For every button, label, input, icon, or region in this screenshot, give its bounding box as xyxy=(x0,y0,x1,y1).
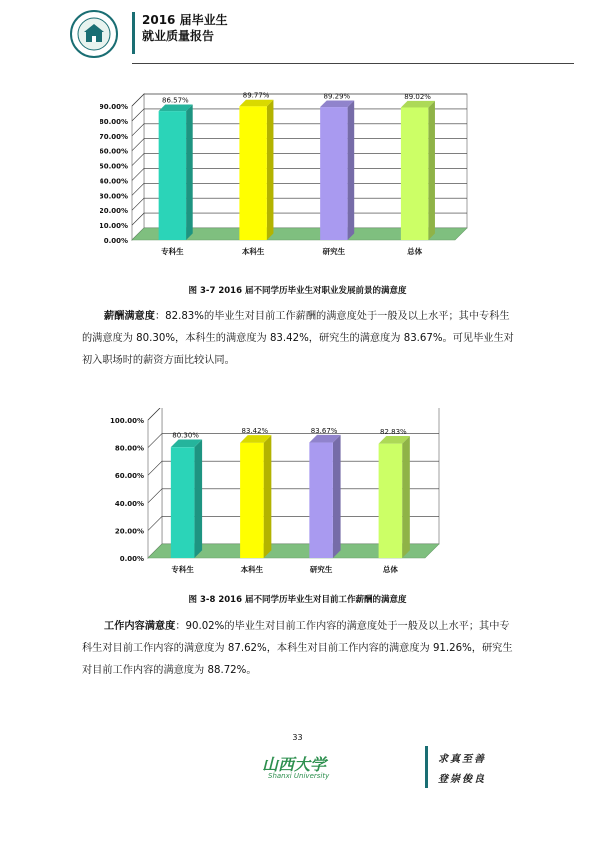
chart-caption-3-7: 图 3-7 2016 届不同学历毕业生对职业发展前景的满意度 xyxy=(188,286,407,296)
x-tick-label: 研究生 xyxy=(322,247,346,256)
y-tick-label: 100.00% xyxy=(109,417,144,425)
y-tick-label: 60.00% xyxy=(100,147,128,156)
y-tick-label: 80.00% xyxy=(114,444,144,453)
bar-side xyxy=(333,435,341,558)
bar-side xyxy=(402,436,410,558)
chart-career-prospects-svg xyxy=(100,88,480,268)
data-label: 83.42% xyxy=(241,427,269,436)
y-tick-label: 0.00% xyxy=(103,237,128,245)
paragraph-content-heading: 工作内容满意度 xyxy=(104,621,176,632)
bar-side xyxy=(428,101,435,240)
x-tick-label: 本科生 xyxy=(240,565,264,574)
y-tick-label: 60.00% xyxy=(114,472,144,481)
bar-side xyxy=(194,439,202,558)
data-label: 83.67% xyxy=(310,426,338,435)
chart-caption-3-8: 图 3-8 2016 届不同学历毕业生对目前工作薪酬的满意度 xyxy=(188,595,407,605)
y-tick-label: 90.00% xyxy=(100,103,128,111)
x-tick-label: 研究生 xyxy=(309,565,333,574)
data-label: 89.02% xyxy=(404,92,431,101)
y-tick-label: 40.00% xyxy=(114,499,144,508)
bar xyxy=(159,111,186,240)
header-accent-bar xyxy=(132,12,135,54)
y-tick-label: 30.00% xyxy=(100,192,128,201)
y-tick-label: 20.00% xyxy=(100,207,128,216)
header-title-line2: 就业质量报告 xyxy=(142,29,215,43)
paragraph-salary-text: ：82.83%的毕业生对目前工作薪酬的满意度处于一般及以上水平；其中专科生的满意度为 80.30%，本科生的满意度为 83.42%，研究生的满意度为 83.67%。可见毕业生对初入职场时的薪资方面比较认同。 xyxy=(82,311,514,366)
x-tick-label: 专科生 xyxy=(171,565,194,574)
y-tick-label: 70.00% xyxy=(100,132,128,141)
data-label: 89.77% xyxy=(242,91,270,100)
university-logo xyxy=(262,752,352,788)
data-label: 82.83% xyxy=(380,427,407,436)
x-tick-label: 本科生 xyxy=(241,247,265,256)
motto-line2: 登崇俊良 xyxy=(438,774,486,785)
bar-side xyxy=(186,105,193,240)
bar xyxy=(309,443,333,558)
paragraph-salary-satisfaction xyxy=(82,306,514,372)
motto-line1: 求真至善 xyxy=(438,754,486,765)
y-tick-label: 50.00% xyxy=(100,162,128,171)
university-name-en: Shanxi University xyxy=(268,772,330,780)
chart-salary-satisfaction xyxy=(100,408,480,583)
chart-side-wall xyxy=(132,94,144,240)
university-seal-icon xyxy=(70,10,118,58)
university-name-cn: 山西大学 xyxy=(262,755,327,774)
bar-side xyxy=(348,100,355,240)
header-title-line1: 2016 届毕业生 xyxy=(142,13,228,27)
data-label: 80.30% xyxy=(172,431,199,440)
page-number: 33 xyxy=(292,733,303,742)
paragraph-content-text: ：90.02%的毕业生对目前工作内容的满意度处于一般及以上水平；其中专科生对目前工作内容的满意度为 87.62%，本科生对目前工作内容的满意度为 91.26%，研究生对目前工作内容的满意度为 88.72%。 xyxy=(82,621,513,676)
bar xyxy=(320,107,347,240)
bar xyxy=(171,447,195,558)
y-tick-label: 0.00% xyxy=(119,555,144,563)
bar xyxy=(379,444,403,558)
paragraph-work-content-satisfaction xyxy=(82,616,514,682)
bar-side xyxy=(267,100,274,240)
x-tick-label: 总体 xyxy=(382,565,398,574)
y-tick-label: 80.00% xyxy=(100,117,128,126)
footer-accent-bar xyxy=(425,746,428,788)
bar xyxy=(240,443,264,558)
chart-salary-satisfaction-svg xyxy=(100,408,480,583)
y-tick-label: 40.00% xyxy=(100,177,128,186)
data-label: 86.57% xyxy=(162,96,189,105)
chart-career-prospects xyxy=(100,88,480,268)
bar-side xyxy=(264,435,272,558)
chart-side-wall xyxy=(148,408,162,558)
x-tick-label: 总体 xyxy=(407,247,423,256)
paragraph-salary-heading: 薪酬满意度 xyxy=(104,311,155,322)
y-tick-label: 20.00% xyxy=(114,527,144,536)
bar xyxy=(239,106,266,240)
data-label: 89.29% xyxy=(323,92,351,101)
y-tick-label: 10.00% xyxy=(100,222,128,231)
page-header xyxy=(70,10,540,60)
x-tick-label: 专科生 xyxy=(161,247,184,256)
bar xyxy=(401,107,428,240)
header-divider xyxy=(132,63,574,64)
